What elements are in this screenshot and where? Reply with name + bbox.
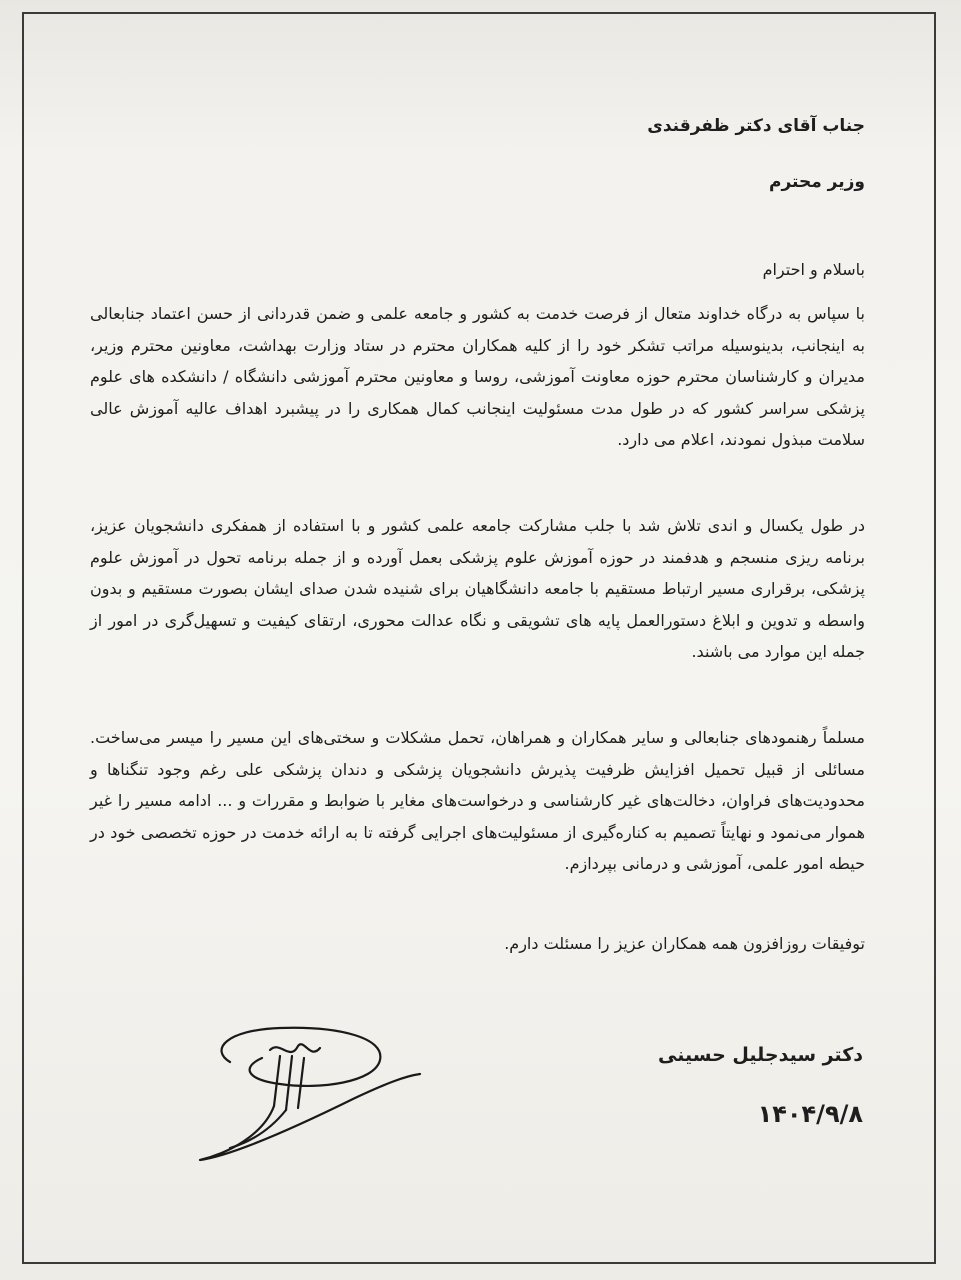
paragraph-resignation-reasons: مسلماً رهنمودهای جنابعالی و سایر همکاران و همراهان، تحمل مشکلات و سختی‌های این مسیر را میسر می‌ساخت. مسائلی از قبیل تحمیل افزایش ظرفیت پذیرش دانشجو‌یان پزشکی و دندان پزشکی علی رغم وجود تنگناها و محدودیت‌های فراوان، دخالت‌های غیر کارشناسی و درخواست‌های مغایر با ضوابط و مقررات و ... ادامه مسیر را غیر هموار می‌نمود و نهایتاً تصمیم به کناره‌گیری از مسئولیت‌های اجرایی گرفته تا به ارائه خدمت در حوزه تخصصی خود در حیطه امور علمی، آموزشی و درمانی بپردازم.: [90, 728, 865, 873]
handwritten-signature: [170, 1010, 450, 1180]
letter-addressee: جناب آقای دکتر ظفرقندی: [647, 116, 865, 136]
paragraph-gratitude: با سپاس به درگاه خداوند متعال از فرصت خدمت به کشور و جامعه علمی و ضمن قدردانی از حسن اعتماد جنابعالی به اینجانب، بدینوسیله مراتب تشکر خود را از کلیه همکاران محترم در ستاد وزارت بهداشت، معاونین محترم وزیر، مدیران و کارشناسان محترم حوزه معاونت آموزشی، روسا و معاونین محترم آموزشی دانشگاه / دانشکده های علوم پزشکی سراسر کشور که در طول مدت مسئولیت اینجانب کمال همکاری را در پیشبرد اهداف عالیه آموزش عالی سلامت مبذول نمودند، اعلام می دارد.: [90, 304, 865, 449]
letter-greeting: باسلام و احترام: [762, 260, 865, 279]
paragraph-achievements: در طول یکسال و اندی تلاش شد با جلب مشارکت جامعه علمی کشور و با استفاده از همفکری دانشجویان عزیز، برنامه ریزی منسجم و هدفمند در حوزه آموزش علوم پزشکی بعمل آورده و از جمله برنامه تحول در آموزش علوم پزشکی، برقراری مسیر ارتباط مستقیم با جامعه دانشگاهیان برای شنیده شدن صدای ایشان بصورت مستقیم و بدون واسطه و تدوین و ابلاغ دستورالعمل پایه های تشویقی و نگاه عدالت محوری، ارتقای کیفیت و تسهیل‌گری در امور از جمله این موارد می باشند.: [90, 516, 865, 661]
letter-date: ۱۴۰۴/۹/۸: [757, 1100, 863, 1128]
paragraph-closing-wish: توفیقات روزافزون همه همکاران عزیز را مسئلت دارم.: [504, 934, 865, 953]
letter-recipient-title: وزیر محترم: [769, 172, 865, 192]
signer-name: دکتر سیدجلیل حسینی: [658, 1044, 863, 1066]
